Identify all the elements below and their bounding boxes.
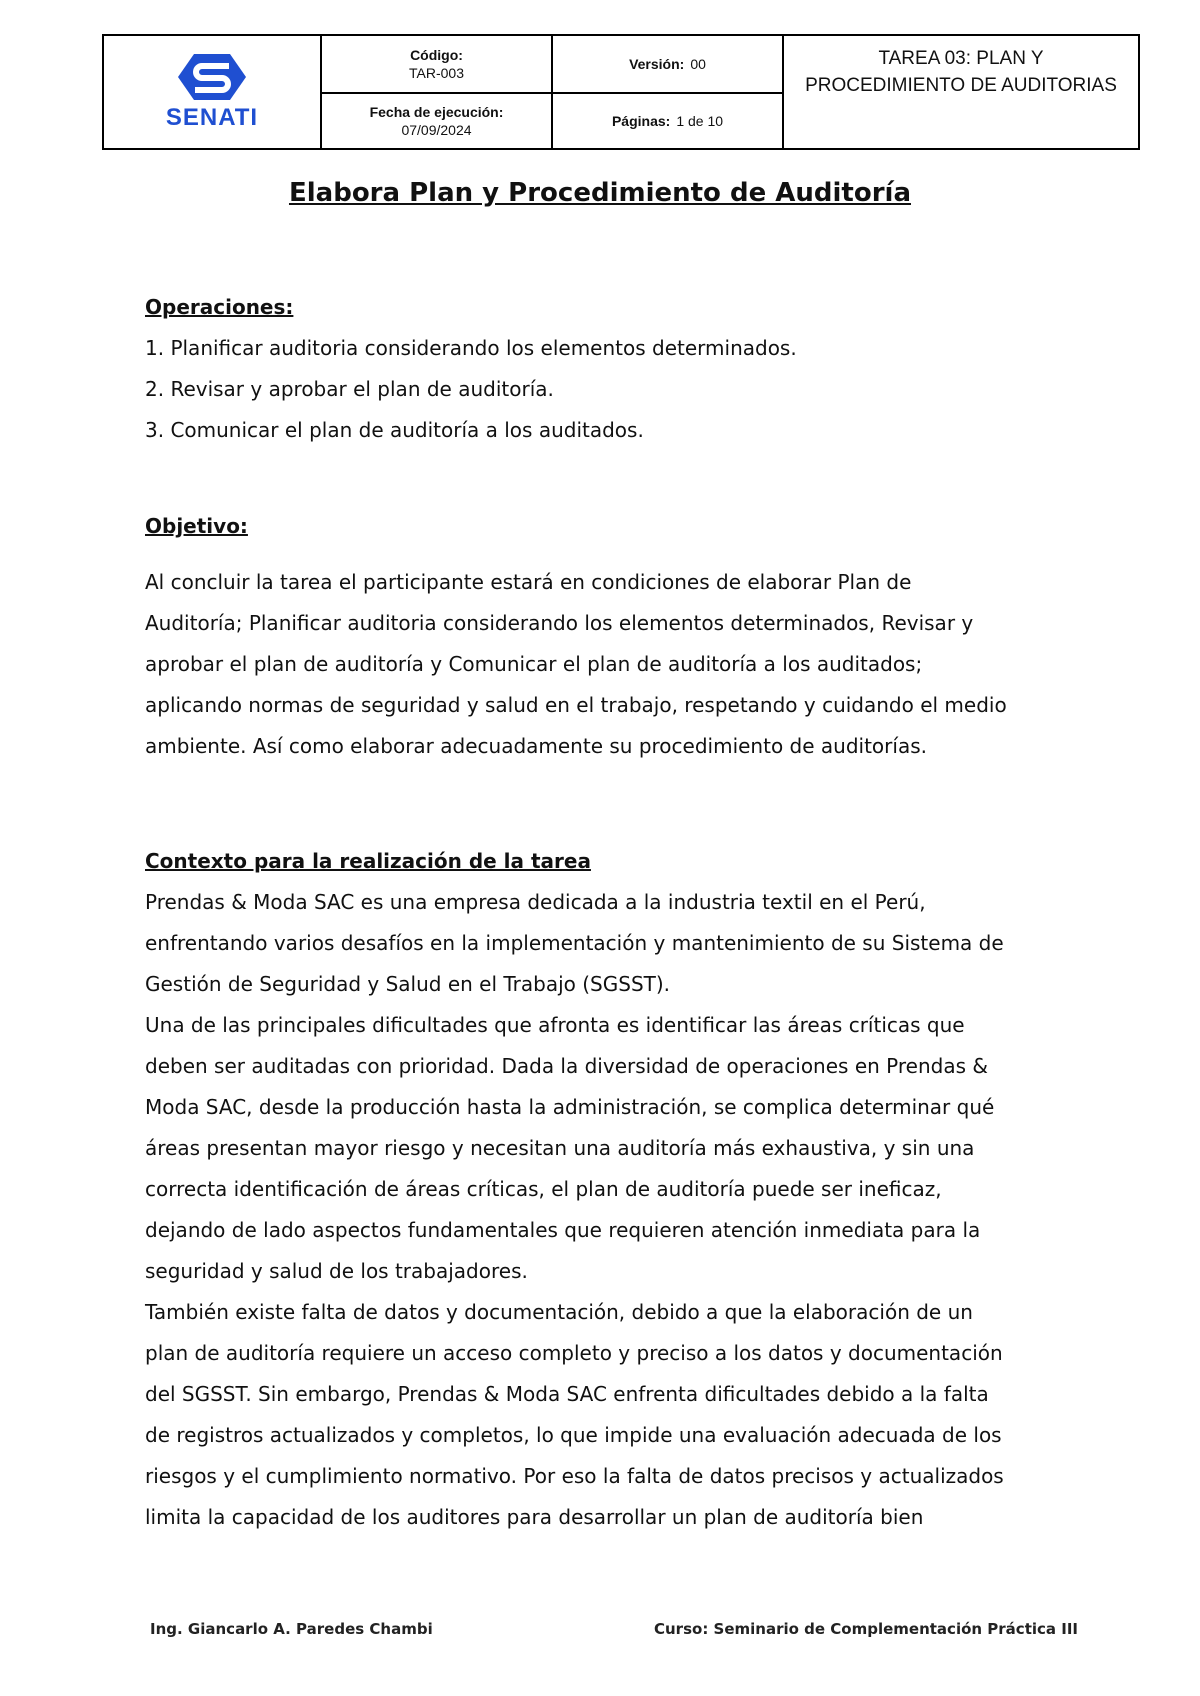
codigo-cell <box>322 36 551 92</box>
fecha-label: Fecha de ejecución: <box>369 104 504 120</box>
operacion-item: 2. Revisar y aprobar el plan de auditoría. <box>145 377 554 401</box>
objetivo-line: Al concluir la tarea el participante estará en condiciones de elaborar Plan de <box>145 570 912 594</box>
paginas-cell <box>553 94 782 148</box>
contexto-heading: Contexto para la realización de la tarea <box>145 849 591 873</box>
fecha-cell <box>322 94 551 148</box>
contexto-line: de registros actualizados y completos, lo que impide una evaluación adecuada de los <box>145 1423 1002 1447</box>
contexto-line: También existe falta de datos y documentación, debido a que la elaboración de un <box>145 1300 973 1324</box>
version-value: 00 <box>690 56 706 72</box>
fecha-value: 07/09/2024 <box>401 122 472 138</box>
operacion-item: 1. Planificar auditoria considerando los elementos determinados. <box>145 336 797 360</box>
objetivo-line: ambiente. Así como elaborar adecuadamente su procedimiento de auditorías. <box>145 734 927 758</box>
contexto-line: Moda SAC, desde la producción hasta la administración, se complica determinar qué <box>145 1095 995 1119</box>
objetivo-line: aplicando normas de seguridad y salud en el trabajo, respetando y cuidando el medio <box>145 693 1007 717</box>
contexto-line: Prendas & Moda SAC es una empresa dedicada a la industria textil en el Perú, <box>145 890 926 914</box>
contexto-line: seguridad y salud de los trabajadores. <box>145 1259 528 1283</box>
header-table <box>102 34 1140 150</box>
contexto-line: Una de las principales dificultades que afronta es identificar las áreas críticas que <box>145 1013 965 1037</box>
objetivo-line: aprobar el plan de auditoría y Comunicar el plan de auditoría a los auditados; <box>145 652 923 676</box>
version-cell <box>553 36 782 92</box>
paginas-value: 1 de 10 <box>676 113 724 129</box>
contexto-line: riesgos y el cumplimiento normativo. Por eso la falta de datos precisos y actualizados <box>145 1464 1004 1488</box>
version-label: Versión: <box>629 56 685 72</box>
objetivo-heading: Objetivo: <box>145 514 248 538</box>
page-footer <box>150 1620 1078 1638</box>
contexto-line: del SGSST. Sin embargo, Prendas & Moda SAC enfrenta dificultades debido a la falta <box>145 1382 989 1406</box>
task-cell <box>784 36 1138 108</box>
senati-logo <box>166 52 258 132</box>
paginas-label: Páginas: <box>611 113 671 129</box>
contexto-line: Gestión de Seguridad y Salud en el Trabajo (SGSST). <box>145 972 671 996</box>
operaciones-heading: Operaciones: <box>145 295 294 319</box>
contexto-line: dejando de lado aspectos fundamentales que requieren atención inmediata para la <box>145 1218 981 1242</box>
operaciones-section <box>145 287 1105 451</box>
contexto-line: plan de auditoría requiere un acceso completo y preciso a los datos y documentación <box>145 1341 1003 1365</box>
document-title: Elabora Plan y Procedimiento de Auditoría <box>288 178 911 208</box>
objetivo-line: Auditoría; Planificar auditoria considerando los elementos determinados, Revisar y <box>145 611 974 635</box>
objetivo-section <box>145 506 1105 547</box>
contexto-line: correcta identificación de áreas críticas, el plan de auditoría puede ser ineficaz, <box>145 1177 942 1201</box>
objetivo-text <box>145 562 1105 767</box>
contexto-line: deben ser auditadas con prioridad. Dada la diversidad de operaciones en Prendas & <box>145 1054 988 1078</box>
codigo-label: Código: <box>410 47 463 63</box>
codigo-value: TAR-003 <box>409 65 464 81</box>
footer-author: Ing. Giancarlo A. Paredes Chambi <box>150 1620 433 1638</box>
contexto-line: limita la capacidad de los auditores para desarrollar un plan de auditoría bien <box>145 1505 924 1529</box>
task-title: TAREA 03: PLAN Y PROCEDIMIENTO DE AUDITORIAS <box>805 48 1117 96</box>
operacion-item: 3. Comunicar el plan de auditoría a los auditados. <box>145 418 644 442</box>
senati-emblem-icon <box>176 52 248 102</box>
contexto-line: enfrentando varios desafíos en la implementación y mantenimiento de su Sistema de <box>145 931 1004 955</box>
contexto-line: áreas presentan mayor riesgo y necesitan una auditoría más exhaustiva, y sin una <box>145 1136 975 1160</box>
brand-name: SENATI <box>165 104 259 131</box>
footer-course: Curso: Seminario de Complementación Práctica III <box>654 1620 1078 1638</box>
logo-cell <box>104 36 320 148</box>
contexto-section <box>145 841 1105 1538</box>
